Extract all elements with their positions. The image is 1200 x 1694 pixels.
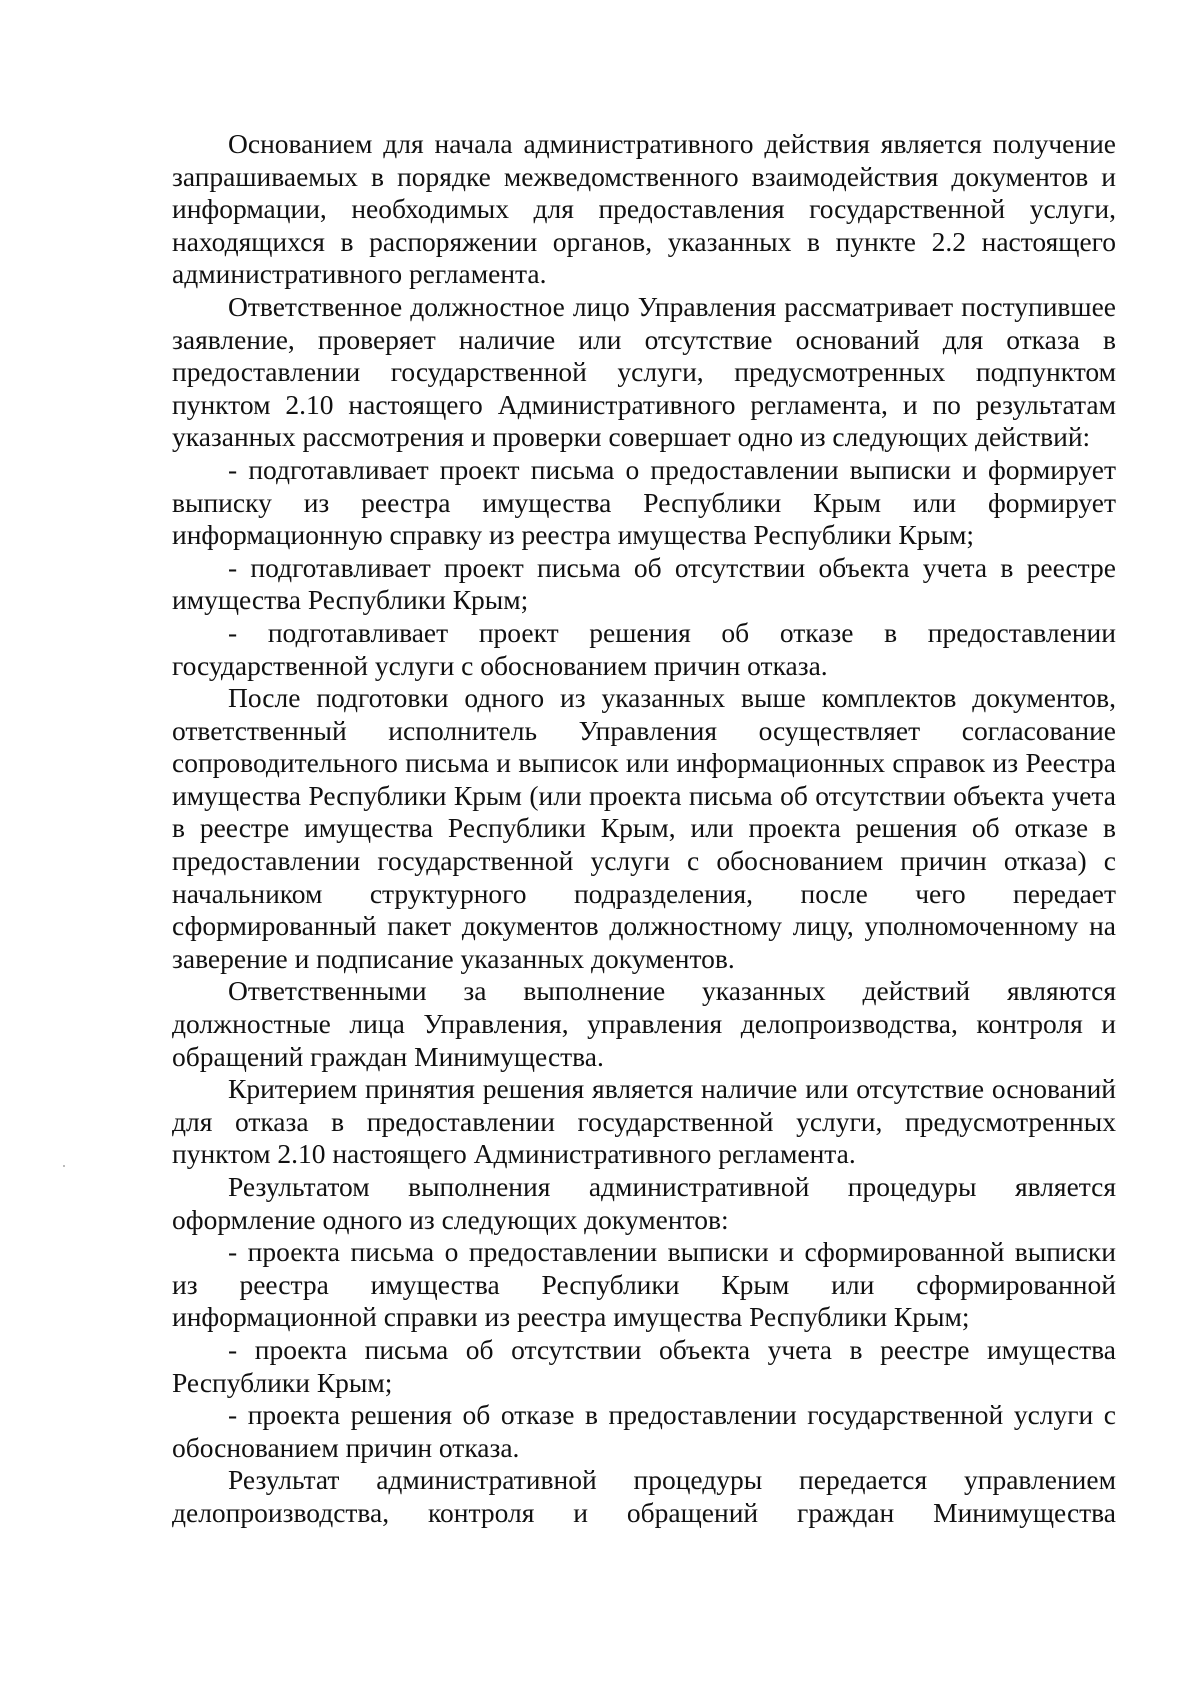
document-page (172, 128, 1116, 1530)
list-item-action-extract: - подготавливает проект письма о предоставлении выписки и формирует выписку из реестра имущества Республики Крым или формирует информационную справку из реестра имущества Республики Крым; (172, 453, 1116, 551)
paragraph-responsible-persons: Ответственными за выполнение указанных действий являются должностные лица Управления, управления делопроизводства, контроля и обращений граждан Минимущества. (172, 975, 1116, 1072)
list-item-action-absence-letter: - подготавливает проект письма об отсутствии объекта учета в реестре имущества Республики Крым; (172, 551, 1116, 616)
list-item-result-extract: - проекта письма о предоставлении выписки и сформированной выписки из реестра имущества Республики Крым или сформированной информационной справки из реестра имущества Республики Крым; (172, 1236, 1116, 1333)
scan-speck (63, 1165, 65, 1167)
paragraph-result-transfer: Результат административной процедуры передается управлением делопроизводства, контроля и обращений граждан Минимущества (172, 1464, 1116, 1528)
paragraph-decision-criterion: Критерием принятия решения является наличие или отсутствие оснований для отказа в предоставлении государственной услуги, предусмотренных пунктом 2.10 настоящего Административного регламента. (172, 1073, 1116, 1170)
paragraph-responsible-official: Ответственное должностное лицо Управления рассматривает поступившее заявление, проверяет наличие или отсутствие оснований для отказа в предоставлении государственной услуги, предусмотренных подпунктом пунктом 2.10 настоящего Административного регламента, и по результатам указанных рассмотрения и проверки совершает одно из следующих действий: (172, 290, 1116, 453)
paragraph-basis: Основанием для начала административного действия является получение запрашиваемых в порядке межведомственного взаимодействия документов и информации, необходимых для предоставления государственной услуги, находящихся в распоряжении органов, указанных в пункте 2.2 настоящего административного регламента. (172, 128, 1116, 290)
list-item-result-refusal: - проекта решения об отказе в предоставлении государственной услуги с обоснованием причин отказа. (172, 1399, 1116, 1463)
paragraph-procedure-result: Результатом выполнения административной процедуры является оформление одного из следующих документов: (172, 1171, 1116, 1235)
list-item-result-absence-letter: - проекта письма об отсутствии объекта учета в реестре имущества Республики Крым; (172, 1333, 1116, 1398)
paragraph-after-preparation: После подготовки одного из указанных выше комплектов документов, ответственный исполнитель Управления осуществляет согласование сопроводительного письма и выписок или информационных справок из Реестра имущества Республики Крым (или проекта письма об отсутствии объекта учета в реестре имущества Республики Крым, или проекта решения об отказе в предоставлении государственной услуги с обоснованием причин отказа) с начальником структурного подразделения, после чего передает сформированный пакет документов должностному лицу, уполномоченному на заверение и подписание указанных документов. (172, 682, 1116, 974)
list-item-action-refusal: - подготавливает проект решения об отказе в предоставлении государственной услуги с обоснованием причин отказа. (172, 616, 1116, 681)
